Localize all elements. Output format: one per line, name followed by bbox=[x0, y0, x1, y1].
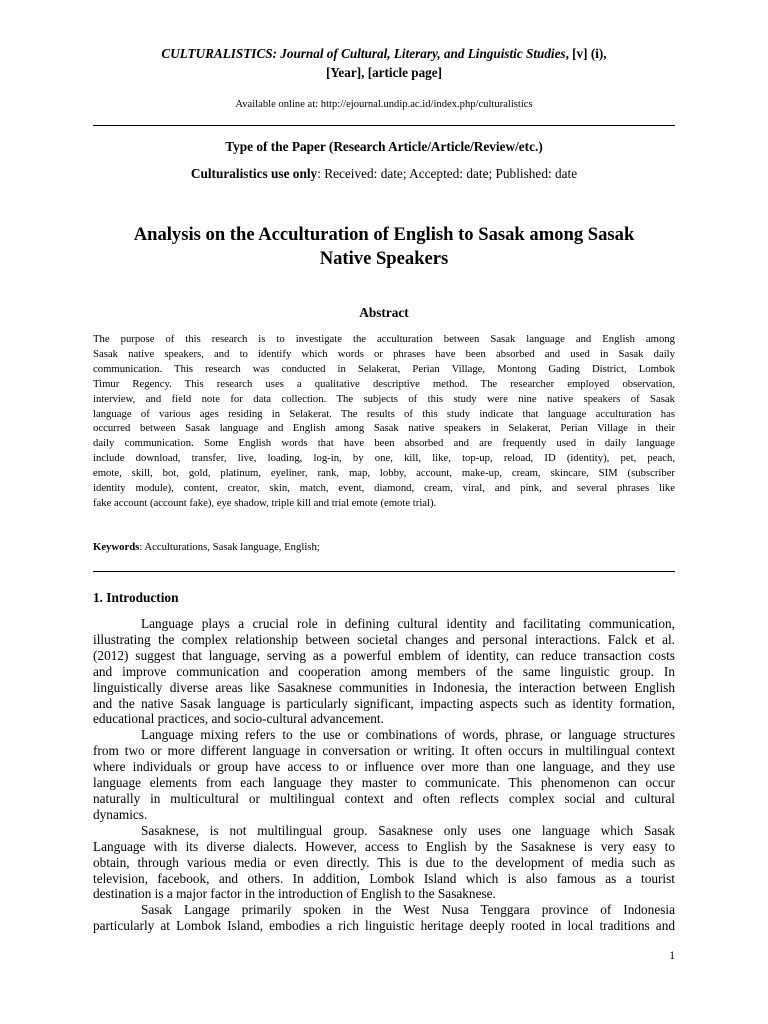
paragraph-line: illustrating the complex relationship between societal changes and personal interactions. Falck et al. bbox=[93, 631, 675, 647]
paragraph-line: educational practices, and socio-cultural advancement. bbox=[93, 711, 384, 727]
abstract-line: fake account (account fake), eye shadow, triple kill and trial emote (emote trial). bbox=[93, 496, 437, 509]
abstract-line: language of various ages residing in Selakerat. The results of this study indicate that language acculturation has bbox=[93, 407, 675, 420]
paragraph-line: dynamics. bbox=[93, 806, 148, 822]
page-number: 1 bbox=[669, 950, 675, 962]
abstract-line: identity module), content, creator, skin, match, event, diamond, cream, viral, and pink, and several phrases like bbox=[93, 482, 675, 495]
paper-title-line1: Analysis on the Acculturation of English to Sasak among Sasak bbox=[133, 224, 635, 245]
paragraph-line: and improve communication and cooperation among members of the same linguistic group. In bbox=[93, 663, 675, 679]
paragraph-line: language elements from each language they master to communicate. This phenomenon can occur bbox=[93, 775, 675, 791]
abstract-heading: Abstract bbox=[359, 305, 409, 320]
introduction-paragraph bbox=[93, 823, 675, 903]
introduction-paragraph bbox=[93, 616, 675, 727]
paragraph-line: where individuals or group have access to or influence over more than one language, and they use bbox=[93, 759, 675, 775]
paragraph-line: from two or more different language in conversation or writing. It often occurs in multilingual context bbox=[93, 743, 675, 759]
journal-header-line1 bbox=[93, 44, 675, 63]
paragraph-line: linguistically diverse areas like Sasaknese communities in Indonesia, the interaction between English bbox=[93, 679, 675, 695]
header-divider bbox=[93, 125, 675, 126]
abstract-line: The purpose of this research is to investigate the acculturation between Sasak language and English among bbox=[93, 333, 675, 345]
paragraph-line: Sasak Langage primarily spoken in the West Nusa Tenggara province of Indonesia bbox=[141, 902, 675, 918]
abstract-line: Sasak native speakers, and to identify which words or phrases have been absorbed and used in Sasak daily bbox=[93, 347, 675, 360]
available-online: Available online at: http://ejournal.undip.ac.id/index.php/culturalistics bbox=[235, 99, 533, 110]
abstract-line: Timur Regency. This research uses a qualitative descriptive method. The researcher employed observation, bbox=[93, 377, 675, 390]
paragraph-line: Language mixing refers to the use or combinations of words, phrase, or language structures bbox=[141, 727, 675, 743]
introduction-paragraph bbox=[93, 902, 675, 934]
paragraph-line: Language plays a crucial role in defining cultural identity and facilitating communication, bbox=[141, 616, 675, 631]
keywords-text: : Acculturations, Sasak language, English; bbox=[139, 541, 320, 553]
abstract-body bbox=[93, 332, 675, 511]
paragraph-line: and the native Sasak language is particularly significant, impacting aspects such as identity formation, bbox=[93, 695, 675, 711]
abstract-line: communication. This research was conducted in Selakerat, Perian Village, Montong Gading District, Lombok bbox=[93, 362, 675, 375]
abstract-line: daily communication. Some English words that have been absorbed and are frequently used in daily language bbox=[93, 437, 675, 450]
abstract-line: interview, and field note for data collection. The subjects of this study were nine native speakers of Sasak bbox=[93, 392, 675, 405]
paragraph-line: particularly at Lombok Island, embodies a rich linguistic heritage deeply rooted in local traditions and bbox=[93, 918, 675, 934]
use-only-label: Culturalistics use only bbox=[190, 166, 318, 181]
introduction-heading: 1. Introduction bbox=[93, 590, 179, 605]
keywords-divider bbox=[93, 571, 675, 572]
introduction-body bbox=[93, 616, 675, 934]
paragraph-line: Language with its diverse dialects. However, access to English by the Sasaknese is very easy to bbox=[93, 838, 675, 854]
journal-title: CULTURALISTICS: Journal of Cultural, Literary, and Linguistic Studies bbox=[161, 46, 566, 61]
paragraph-line: Sasaknese, is not multilingual group. Sasaknese only uses one language which Sasak bbox=[141, 822, 675, 838]
keywords-line bbox=[93, 540, 675, 554]
abstract-line: include download, transfer, live, loading, log-in, by one, kill, like, top-up, reload, ID (identity), pet, peach, bbox=[93, 452, 675, 465]
paper-title bbox=[93, 223, 675, 271]
paragraph-line: destination is a major factor in the introduction of English to the Sasaknese. bbox=[93, 886, 496, 902]
paragraph-line: (2012) suggest that language, serving as a powerful emblem of identity, can reduce transaction costs bbox=[93, 647, 675, 663]
paragraph-line: naturally in multicultural or multilingual context and often reflects complex social and cultural bbox=[93, 790, 675, 806]
journal-volume: , [v] (i), bbox=[565, 46, 607, 61]
introduction-paragraph bbox=[93, 727, 675, 822]
paragraph-line: television, facebook, and others. In addition, Lombok Island which is also famous as a tourist bbox=[93, 870, 675, 886]
type-of-paper: Type of the Paper (Research Article/Article/Review/etc.) bbox=[225, 139, 543, 154]
abstract-line: occurred between Sasak language and English among Sasak native speakers in Selakerat, Perian Village in their bbox=[93, 422, 675, 435]
use-only-dates: : Received: date; Accepted: date; Published: date bbox=[317, 166, 578, 181]
paper-title-line2: Native Speakers bbox=[319, 248, 449, 269]
paragraph-line: obtain, through various media or even directly. This is due to the development of media such as bbox=[93, 854, 675, 870]
keywords-label: Keywords bbox=[93, 541, 140, 553]
abstract-line: emote, skill, bot, gold, platinum, eyeliner, rank, map, lobby, account, make-up, cream, skincare, SIM (subscriber bbox=[93, 467, 675, 480]
journal-header-line2: [Year], [article page] bbox=[325, 65, 443, 80]
use-only-line bbox=[93, 166, 675, 182]
